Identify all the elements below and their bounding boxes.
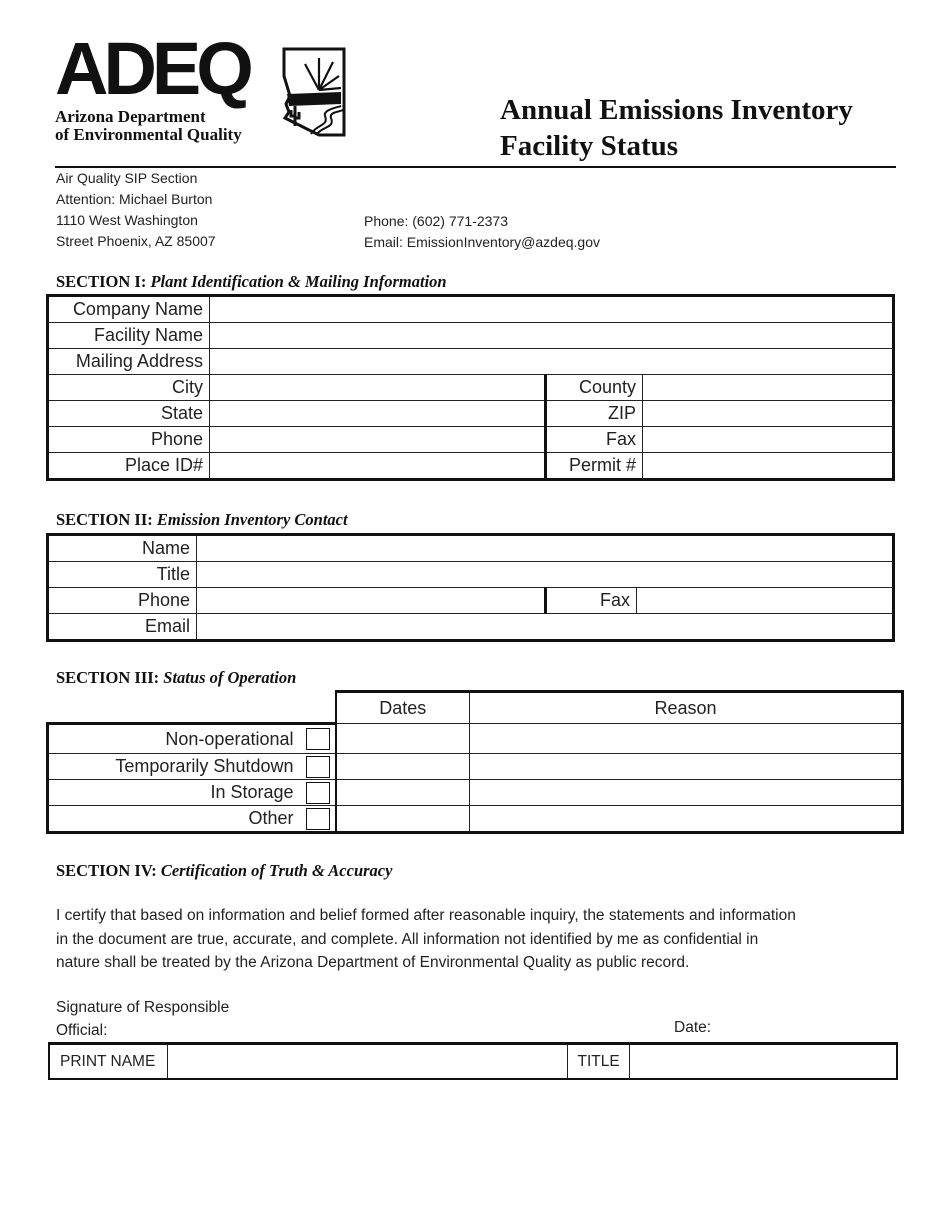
table-row <box>48 588 894 614</box>
title-line-2: Facility Status <box>500 130 679 162</box>
contact-phone-field[interactable] <box>197 588 546 614</box>
status-label-other: Other <box>48 806 302 833</box>
state-field[interactable] <box>210 401 546 427</box>
status-of-operation-table <box>46 690 904 834</box>
mailing-address-field[interactable] <box>210 349 894 375</box>
contact-title-field[interactable] <box>197 562 894 588</box>
section-2-title: Emission Inventory Contact <box>156 510 348 529</box>
logo-acronym: ADEQ <box>55 27 249 110</box>
address-line-4: Street Phoenix, AZ 85007 <box>56 233 216 249</box>
other-reason-field[interactable] <box>470 806 903 833</box>
contact-fax-label: Fax <box>546 588 637 614</box>
company-name-field[interactable] <box>210 296 894 323</box>
table-row <box>48 296 894 323</box>
table-row <box>48 401 894 427</box>
certification-statement <box>56 904 896 975</box>
contact-email: Email: EmissionInventory@azdeq.gov <box>364 234 600 250</box>
table-row <box>48 562 894 588</box>
emission-contact-table <box>46 533 895 642</box>
logo-line-1: Arizona Department <box>55 107 206 126</box>
other-dates-field[interactable] <box>336 806 470 833</box>
document-title <box>500 92 920 164</box>
non-operational-checkbox[interactable] <box>306 728 330 750</box>
table-row <box>48 754 903 780</box>
table-row <box>48 780 903 806</box>
place-id-field[interactable] <box>210 453 546 480</box>
address-line-2: Attention: Michael Burton <box>56 191 213 207</box>
zip-label: ZIP <box>546 401 643 427</box>
non-operational-reason-field[interactable] <box>470 724 903 754</box>
county-field[interactable] <box>643 375 894 401</box>
section-3-heading <box>56 668 296 688</box>
date-label: Date: <box>674 1019 712 1036</box>
signature-label <box>56 996 256 1042</box>
contact-title-label: Title <box>48 562 197 588</box>
title-label: TITLE <box>567 1044 629 1080</box>
contact-phone: Phone: (602) 771-2373 <box>364 213 508 229</box>
section-4-heading <box>56 861 392 881</box>
section-1-heading <box>56 272 447 292</box>
section-4-title: Certification of Truth & Accuracy <box>160 861 393 880</box>
certification-line-3: nature shall be treated by the Arizona Department of Environmental Quality as public record. <box>56 954 690 971</box>
table-row <box>48 724 903 754</box>
mailing-address-label: Mailing Address <box>48 349 210 375</box>
title-field[interactable] <box>629 1044 897 1080</box>
permit-label: Permit # <box>546 453 643 480</box>
status-header-row <box>48 692 903 724</box>
temporarily-shutdown-checkbox[interactable] <box>306 756 330 778</box>
phone-field[interactable] <box>210 427 546 453</box>
status-label-non-operational: Non-operational <box>48 724 302 754</box>
address-line-1: Air Quality SIP Section <box>56 170 198 186</box>
city-field[interactable] <box>210 375 546 401</box>
certification-line-1: I certify that based on information and belief formed after reasonable inquiry, the statements and information <box>56 907 796 924</box>
table-row <box>48 427 894 453</box>
adeq-logo <box>55 27 355 148</box>
section-3-label: SECTION III: <box>56 668 160 687</box>
address-line-3: 1110 West Washington <box>56 212 198 228</box>
facility-name-field[interactable] <box>210 323 894 349</box>
contact-email-field[interactable] <box>197 614 894 641</box>
in-storage-dates-field[interactable] <box>336 780 470 806</box>
contact-name-field[interactable] <box>197 535 894 562</box>
table-row <box>48 349 894 375</box>
status-label-in-storage: In Storage <box>48 780 302 806</box>
county-label: County <box>546 375 643 401</box>
contact-fax-field[interactable] <box>637 588 894 614</box>
contact-name-label: Name <box>48 535 197 562</box>
table-row <box>48 375 894 401</box>
table-row <box>48 535 894 562</box>
city-label: City <box>48 375 210 401</box>
certification-line-2: in the document are true, accurate, and complete. All information not identified by me as confidential in <box>56 930 759 948</box>
section-1-title: Plant Identification & Mailing Information <box>150 272 447 291</box>
zip-field[interactable] <box>643 401 894 427</box>
section-1-label: SECTION I: <box>56 272 147 291</box>
section-2-heading <box>56 510 348 530</box>
state-label: State <box>48 401 210 427</box>
fax-field[interactable] <box>643 427 894 453</box>
table-row <box>48 806 903 833</box>
plant-identification-table <box>46 294 895 481</box>
logo-line-2: of Environmental Quality <box>55 125 242 144</box>
phone-label: Phone <box>48 427 210 453</box>
print-name-label: PRINT NAME <box>49 1044 167 1080</box>
section-2-label: SECTION II: <box>56 510 153 529</box>
print-name-field[interactable] <box>167 1044 567 1080</box>
signature-label-line-2: Official: <box>56 1022 108 1039</box>
section-3-title: Status of Operation <box>163 668 297 687</box>
place-id-label: Place ID# <box>48 453 210 480</box>
reason-column-header: Reason <box>470 692 903 724</box>
other-checkbox[interactable] <box>306 808 330 830</box>
temporarily-shutdown-reason-field[interactable] <box>470 754 903 780</box>
temporarily-shutdown-dates-field[interactable] <box>336 754 470 780</box>
title-line-1: Annual Emissions Inventory <box>500 94 853 126</box>
in-storage-checkbox[interactable] <box>306 782 330 804</box>
contact-phone-label: Phone <box>48 588 197 614</box>
section-4-label: SECTION IV: <box>56 861 157 880</box>
table-row <box>49 1044 897 1080</box>
permit-field[interactable] <box>643 453 894 480</box>
table-row <box>48 614 894 641</box>
status-label-temporarily-shutdown: Temporarily Shutdown <box>48 754 302 780</box>
facility-name-label: Facility Name <box>48 323 210 349</box>
signature-label-line-1: Signature of Responsible <box>56 999 230 1016</box>
arizona-state-emblem-icon <box>281 46 347 138</box>
company-name-label: Company Name <box>48 296 210 323</box>
table-row <box>48 323 894 349</box>
dates-column-header: Dates <box>336 692 470 724</box>
in-storage-reason-field[interactable] <box>470 780 903 806</box>
non-operational-dates-field[interactable] <box>336 724 470 754</box>
fax-label: Fax <box>546 427 643 453</box>
contact-email-label: Email <box>48 614 197 641</box>
print-name-table <box>48 1042 898 1080</box>
table-row <box>48 453 894 480</box>
